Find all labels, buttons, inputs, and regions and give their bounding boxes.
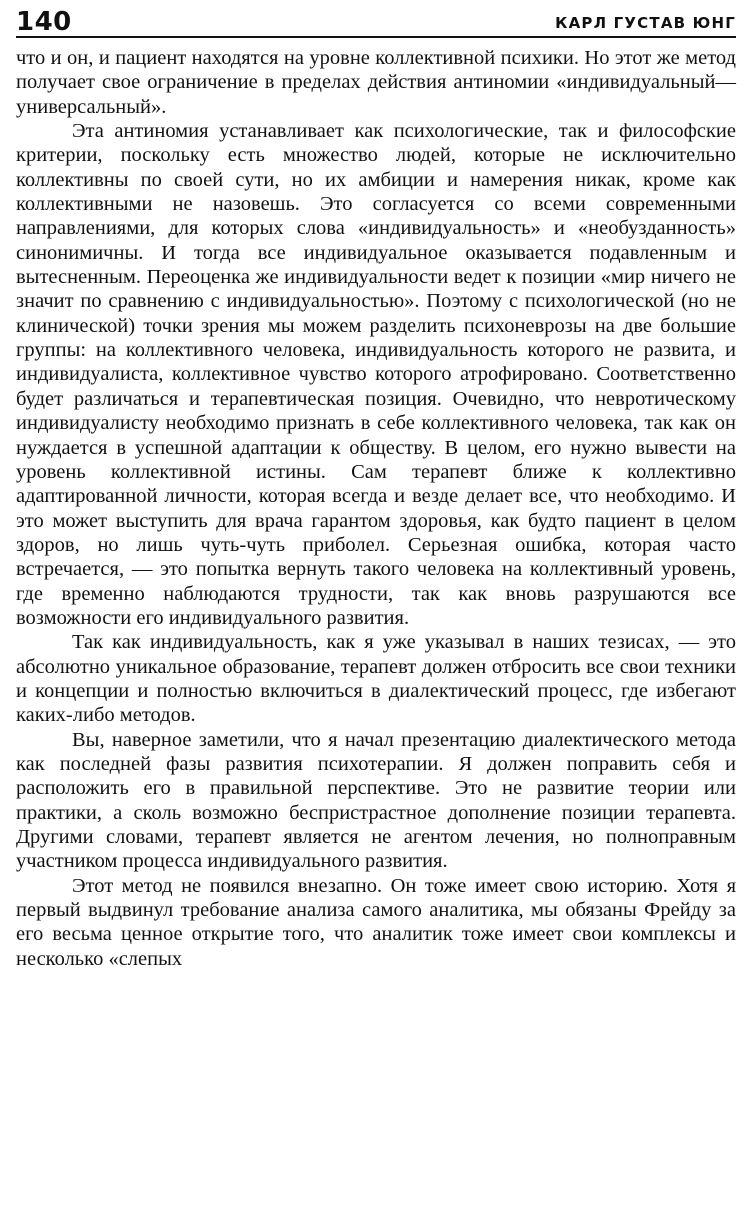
paragraph: Этот метод не появился внезапно. Он тоже имеет свою историю. Хотя я первый выдвинул требование анализа самого аналитика, мы обязаны Фрейду за его весьма ценное открытие того, что аналитик тоже имеет свои комплексы и несколько «слепых (16, 874, 736, 970)
paragraph: Вы, наверное заметили, что я начал презентацию диалектического метода как последней фазы развития психотерапии. Я должен поправить себя и расположить его в правильной перспективе. Это не развитие теории или практики, а сколь возможно беспристрастное дополнение позиции терапевта. Другими словами, терапевт является не агентом лечения, но полноправным участником процесса индивидуального развития. (16, 728, 736, 873)
running-head (16, 0, 736, 38)
page-number: 140 (16, 7, 72, 37)
running-title: КАРЛ ГУСТАВ ЮНГ (555, 14, 736, 32)
paragraph: Эта антиномия устанавливает как психологические, так и философские критерии, поскольку есть множество людей, которые не исключительно коллективны по своей сути, но их амбиции и намерения никак, кроме как коллективными не назовешь. Это согласуется со всеми современными направлениями, для которых слова «индивидуальность» и «необузданность» синонимичны. И тогда все индивидуальное оказывается подавленным и вытесненным. Переоценка же индивидуальности ведет к позиции «мир ничего не значит по сравнению с индивидуальностью». Поэтому с психологической (но не клинической) точки зрения мы можем разделить психоневрозы на две большие группы: на коллективного человека, индивидуальность которого не развита, и индивидуалиста, коллективное чувство которого атрофировано. Соответственно будет различаться и терапевтическая позиция. Очевидно, что невротическому индивидуалисту необходимо признать в себе коллективного человека, так как он нуждается в успешной адаптации к обществу. В целом, его нужно вывести на уровень коллективной истины. Сам терапевт ближе к коллективно адаптированной личности, которая всегда и везде делает все, что необходимо. И это может выступить для врача гарантом здоровья, как будто пациент в целом здоров, но лишь чуть-чуть приболел. Серьезная ошибка, которая часто встречается, — это попытка вернуть такого человека на коллективный уровень, где временно наблюдаются трудности, так как вновь разрушаются все возможности его индивидуального развития. (16, 120, 736, 629)
paragraph: Так как индивидуальность, как я уже указывал в наших тезисах, — это абсолютно уникальное образование, терапевт должен отбросить все свои техники и концепции и полностью включиться в диалектический процесс, где избегают каких-либо методов. (16, 631, 736, 727)
paragraph-continued: что и он, и пациент находятся на уровне коллективной психики. Но этот же метод получает свое ограничение в пределах действия антиномии «индивидуальный—универсальный». (16, 47, 736, 118)
body-text (16, 38, 736, 971)
